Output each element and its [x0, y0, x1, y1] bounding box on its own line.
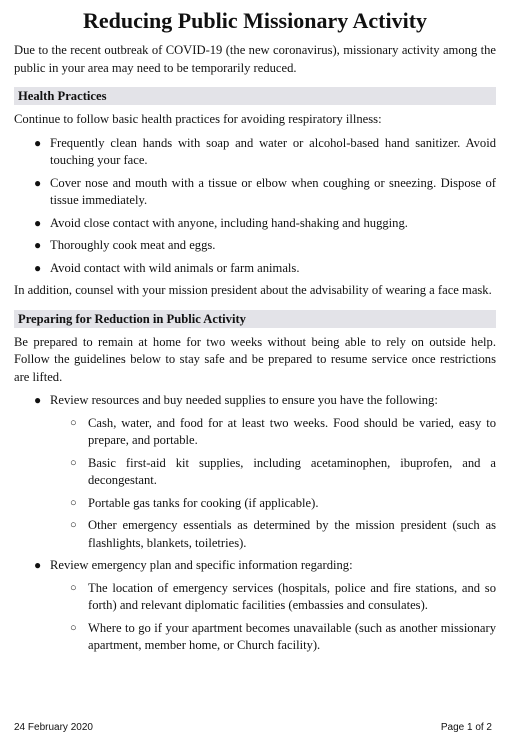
preparing-lead: Be prepared to remain at home for two weeks without being able to rely on outside help. Follow the guidelines below to stay safe and be prepared to resume service once restrictions are lifted. [14, 334, 496, 384]
bullet-icon: ● [34, 260, 42, 275]
sub-list-item: ○ The location of emergency services (hospitals, police and fire stations, and so forth) and relevant diplomatic facilities (embassies and consulates). [70, 580, 496, 612]
list-item: ● Review resources and buy needed supplies to ensure you have the following: [14, 392, 496, 410]
sub-bullet-icon: ○ [70, 621, 77, 634]
bullet-icon: ● [34, 135, 42, 150]
sub-list-item: ○ Basic first-aid kit supplies, including acetaminophen, ibuprofen, and a decongestant. [70, 455, 496, 487]
bullet-icon: ● [34, 238, 42, 252]
sub-list-item: ○ Where to go if your apartment becomes unavailable (such as another missionary apartment, member home, or Church facility). [70, 620, 496, 652]
sub-bullet-icon: ○ [70, 519, 77, 531]
sub-bullet-icon: ○ [70, 581, 77, 594]
list-item: ● Review emergency plan and specific information regarding: [14, 557, 496, 575]
sub-bullet-icon: ○ [70, 456, 77, 469]
health-closing: In addition, counsel with your mission president about the advisability of wearing a face mask. [14, 283, 492, 297]
bullet-icon: ● [34, 175, 42, 190]
preparing-list [14, 392, 496, 655]
section-heading-health: Health Practices [14, 87, 496, 105]
section-heading-preparing: Preparing for Reduction in Public Activity [14, 310, 496, 328]
list-item: ● Thoroughly cook meat and eggs. [14, 237, 496, 255]
health-lead: Continue to follow basic health practices for avoiding respiratory illness: [14, 112, 382, 126]
bullet-icon: ● [34, 558, 42, 572]
sub-bullet-icon: ○ [70, 416, 77, 429]
page-footer [14, 722, 492, 733]
footer-date: 24 February 2020 [14, 722, 93, 733]
list-item: ● Cover nose and mouth with a tissue or elbow when coughing or sneezing. Dispose of tissue immediately. [34, 175, 496, 207]
intro-paragraph: Due to the recent outbreak of COVID-19 (the new coronavirus), missionary activity among the public in your area may need to be temporarily reduced. [14, 43, 496, 75]
sub-bullet-icon: ○ [70, 496, 77, 509]
document-title: Reducing Public Missionary Activity [82, 8, 428, 33]
sub-list-item: ○ Portable gas tanks for cooking (if applicable). [14, 495, 496, 513]
sub-list-item: ○ Other emergency essentials as determined by the mission president (such as flashlights, blankets, toiletries). [70, 518, 496, 550]
list-item: ● Avoid close contact with anyone, including hand-shaking and hugging. [14, 215, 496, 233]
bullet-icon: ● [34, 215, 42, 230]
list-item: ● Avoid contact with wild animals or farm animals. [14, 260, 496, 278]
footer-page-number: Page 1 of 2 [440, 722, 492, 733]
bullet-icon: ● [34, 393, 42, 407]
sub-list-item: ○ Cash, water, and food for at least two weeks. Food should be varied, easy to prepare, and portable. [70, 415, 496, 447]
list-item: ● Frequently clean hands with soap and water or alcohol-based hand sanitizer. Avoid touching your face. [34, 135, 496, 167]
health-list [14, 135, 496, 278]
